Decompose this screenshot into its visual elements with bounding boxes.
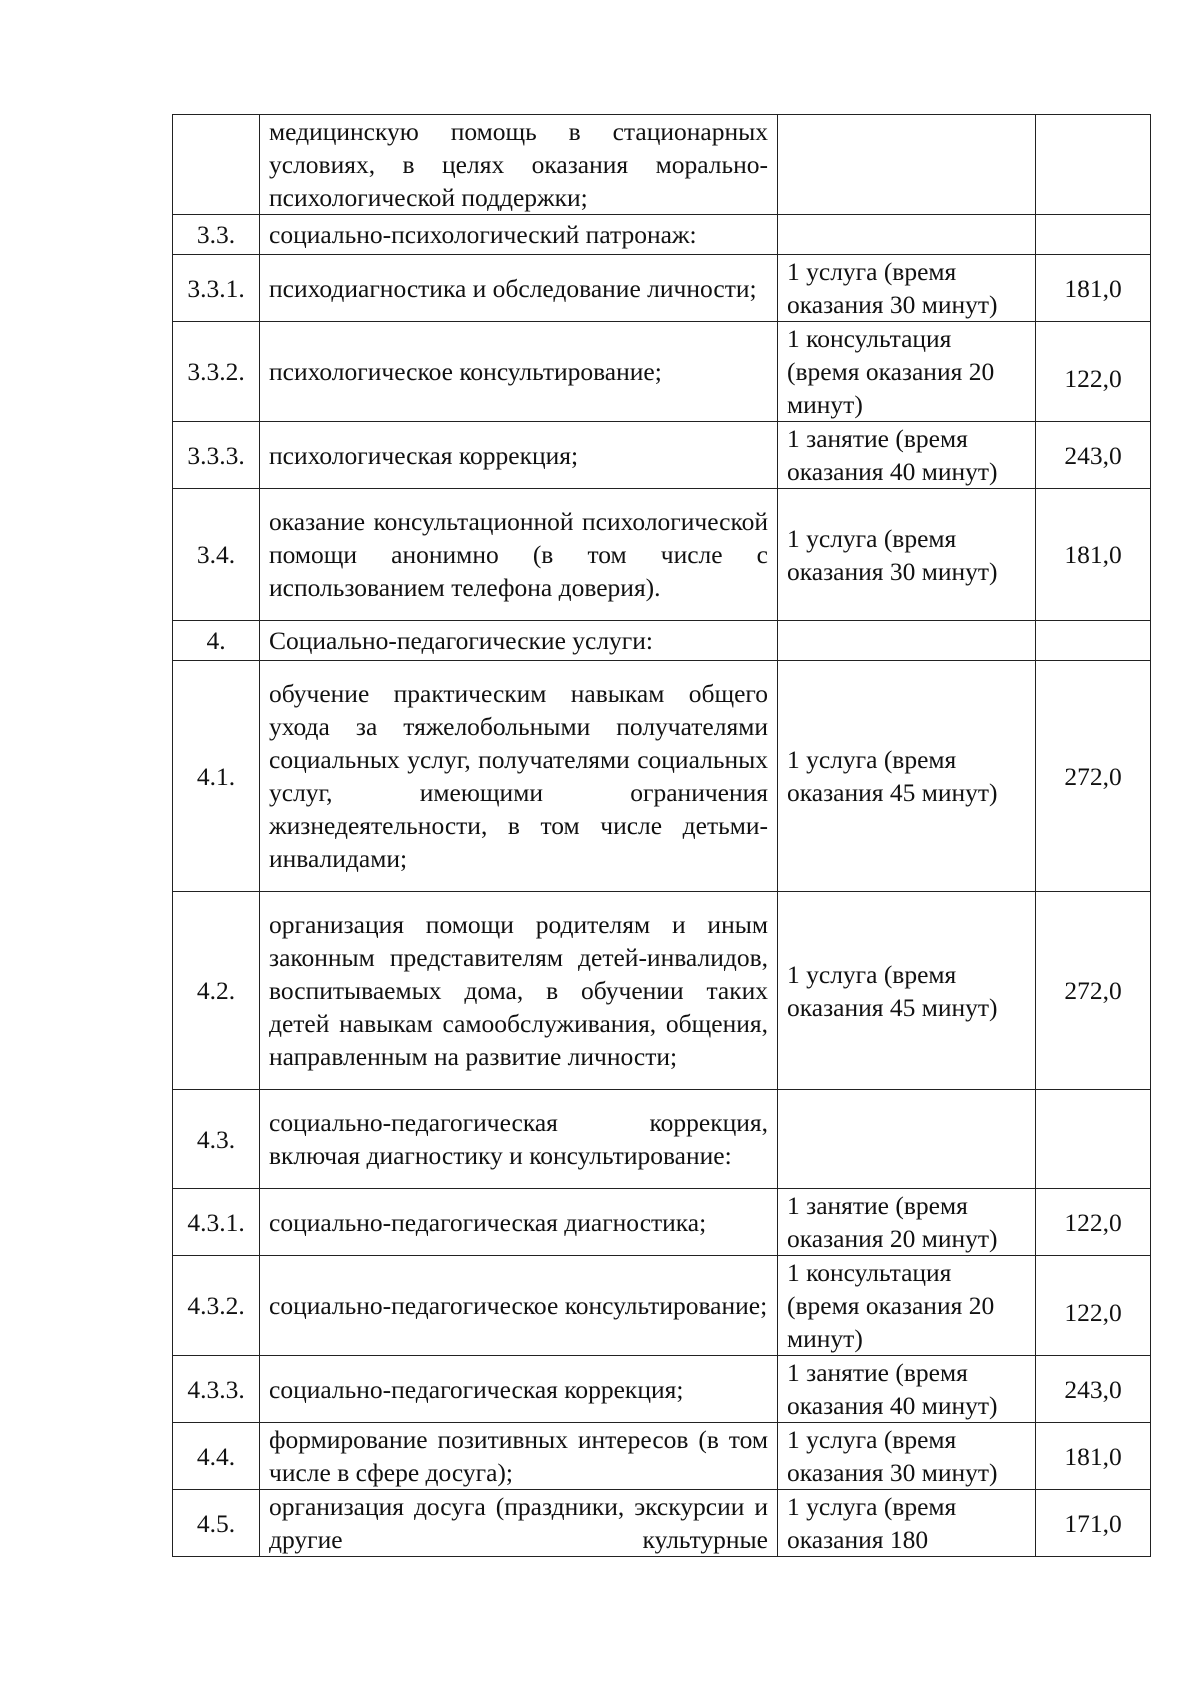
row-number: 4.4. [173, 1423, 260, 1490]
service-name: социально-педагогическая диагностика; [260, 1189, 778, 1256]
service-unit: 1 занятие (время оказания 40 минут) [778, 1356, 1036, 1423]
row-number: 3.4. [173, 489, 260, 621]
service-name: организация помощи родителям и иным законным представителям детей-инвалидов, воспитываемых дома, в обучении таких детей навыкам самообслуживания, общения, направленным на развитие личности; [260, 892, 778, 1090]
service-unit: 1 услуга (время оказания 30 минут) [778, 255, 1036, 322]
service-price: 181,0 [1036, 489, 1151, 621]
service-unit [778, 1090, 1036, 1189]
table-row [173, 661, 1151, 892]
service-price: 181,0 [1036, 1423, 1151, 1490]
service-price: 181,0 [1036, 255, 1151, 322]
service-unit: 1 занятие (время оказания 20 минут) [778, 1189, 1036, 1256]
service-price [1036, 621, 1151, 661]
service-price: 171,0 [1036, 1490, 1151, 1557]
table-row [173, 255, 1151, 322]
service-name: психологическая коррекция; [260, 422, 778, 489]
row-number [173, 115, 260, 215]
service-price [1036, 1090, 1151, 1189]
service-price [1036, 115, 1151, 215]
service-unit: 1 услуга (время оказания 30 минут) [778, 1423, 1036, 1490]
row-number: 4.3.3. [173, 1356, 260, 1423]
table-row [173, 1356, 1151, 1423]
service-price: 122,0 [1036, 322, 1151, 422]
service-price: 272,0 [1036, 892, 1151, 1090]
service-unit: 1 услуга (время оказания 30 минут) [778, 489, 1036, 621]
row-number: 3.3.3. [173, 422, 260, 489]
table-row [173, 489, 1151, 621]
row-number: 4.3.2. [173, 1256, 260, 1356]
service-price [1036, 215, 1151, 255]
service-price: 122,0 [1036, 1256, 1151, 1356]
service-name: социально-педагогическая коррекция; [260, 1356, 778, 1423]
service-name: социально-педагогическое консультирование; [260, 1256, 778, 1356]
row-number: 3.3.1. [173, 255, 260, 322]
service-name: социально-педагогическая коррекция, включая диагностику и консультирование: [260, 1090, 778, 1189]
table-row [173, 422, 1151, 489]
table-row [173, 1423, 1151, 1490]
service-name: формирование позитивных интересов (в том числе в сфере досуга); [260, 1423, 778, 1490]
table-row [173, 892, 1151, 1090]
service-unit: 1 услуга (время оказания 45 минут) [778, 661, 1036, 892]
service-name: Социально-педагогические услуги: [260, 621, 778, 661]
service-price: 272,0 [1036, 661, 1151, 892]
table-row [173, 1189, 1151, 1256]
service-unit [778, 215, 1036, 255]
service-unit [778, 621, 1036, 661]
row-number: 4.1. [173, 661, 260, 892]
row-number: 3.3. [173, 215, 260, 255]
table-row [173, 1090, 1151, 1189]
row-number: 4.5. [173, 1490, 260, 1557]
service-name: организация досуга (праздники, экскурсии и другие культурные [260, 1490, 778, 1557]
service-unit [778, 115, 1036, 215]
service-price: 122,0 [1036, 1189, 1151, 1256]
service-name: оказание консультационной психологической помощи анонимно (в том числе с использованием телефона доверия). [260, 489, 778, 621]
row-number: 4.2. [173, 892, 260, 1090]
service-name: медицинскую помощь в стационарных условиях, в целях оказания морально-психологической поддержки; [260, 115, 778, 215]
service-name: психологическое консультирование; [260, 322, 778, 422]
service-price: 243,0 [1036, 422, 1151, 489]
table-row [173, 621, 1151, 661]
services-table [172, 114, 1151, 1557]
table-row [173, 115, 1151, 215]
service-unit: 1 занятие (время оказания 40 минут) [778, 422, 1036, 489]
table-row [173, 1256, 1151, 1356]
row-number: 3.3.2. [173, 322, 260, 422]
row-number: 4. [173, 621, 260, 661]
service-price: 243,0 [1036, 1356, 1151, 1423]
row-number: 4.3.1. [173, 1189, 260, 1256]
service-unit: 1 консультация (время оказания 20 минут) [778, 1256, 1036, 1356]
service-name: обучение практическим навыкам общего ухода за тяжелобольными получателями социальных услуг, получателями социальных услуг, имеющими ограничения жизнедеятельности, в том числе детьми-инвалидами; [260, 661, 778, 892]
table-row [173, 215, 1151, 255]
row-number: 4.3. [173, 1090, 260, 1189]
table-row [173, 322, 1151, 422]
table-row [173, 1490, 1151, 1557]
service-unit: 1 услуга (время оказания 45 минут) [778, 892, 1036, 1090]
service-name: психодиагностика и обследование личности; [260, 255, 778, 322]
service-name: социально-психологический патронаж: [260, 215, 778, 255]
service-unit: 1 консультация (время оказания 20 минут) [778, 322, 1036, 422]
service-unit: 1 услуга (время оказания 180 [778, 1490, 1036, 1557]
